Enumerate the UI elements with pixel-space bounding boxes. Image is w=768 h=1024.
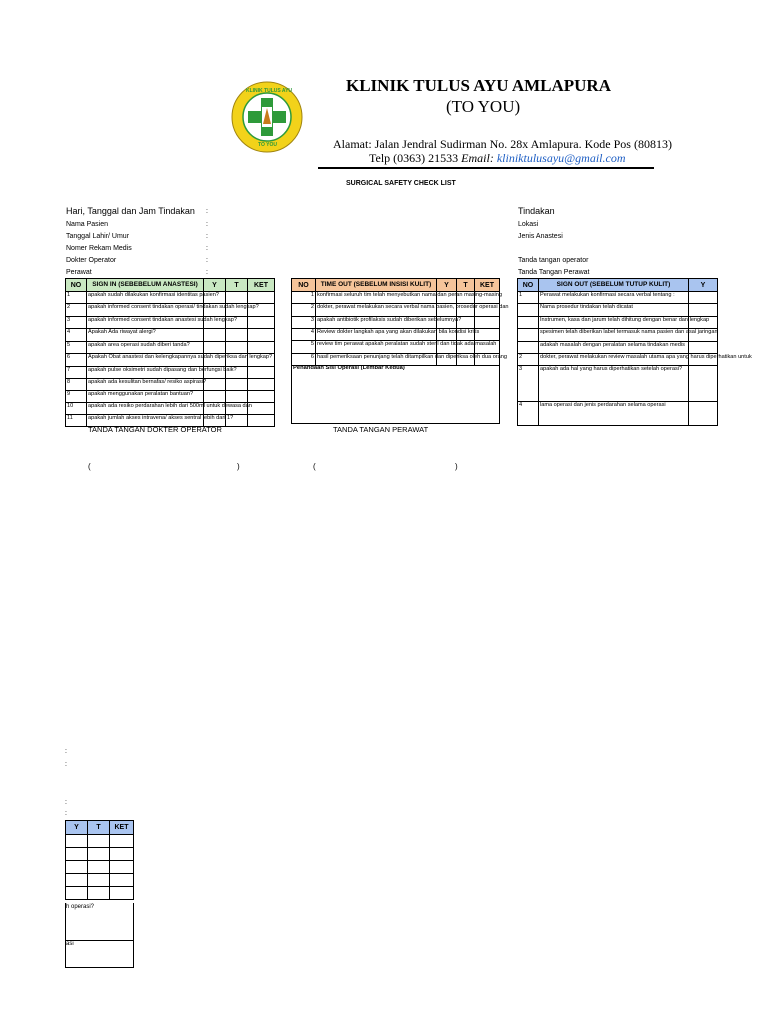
table-row <box>518 329 718 342</box>
ket-cell[interactable] <box>248 329 275 342</box>
row-number: 2 <box>66 304 87 317</box>
table-row <box>66 292 275 304</box>
row-number: 3 <box>66 317 87 329</box>
table-row <box>66 391 275 403</box>
row-number: 3 <box>292 317 316 329</box>
table-row <box>66 354 275 367</box>
ket-cell[interactable] <box>248 379 275 391</box>
ket-cell[interactable] <box>248 367 275 379</box>
logo-top-text: KLINIK TULUS AYU <box>246 88 293 94</box>
row-number: 1 <box>66 292 87 304</box>
nurse-signature-open-paren: ( <box>313 462 316 471</box>
row-question: apakah ada hal yang harus diperhatikan setelah operasi? <box>539 366 689 402</box>
row-question: apakah area operasi sudah diberi tanda? <box>87 342 204 354</box>
col-y-header: Y <box>689 279 718 292</box>
nurse-signature-close-paren: ) <box>455 462 458 471</box>
row-question: dokter, perawat melakukan secara verbal nama pasien, prosedur operasi dan <box>316 304 437 317</box>
clinic-phone: Telp (0363) 21533 <box>369 151 459 165</box>
checkbox-y[interactable] <box>689 402 718 426</box>
checkbox-y[interactable] <box>689 342 718 354</box>
checkbox-t[interactable] <box>226 292 248 304</box>
sign-in-header: SIGN IN (SEBEBELUM ANASTESI) <box>87 279 204 292</box>
clinic-contact <box>369 151 626 166</box>
field-patient-name-label: Nama Pasien <box>66 221 109 228</box>
fragment-text: h operasi? <box>66 904 95 910</box>
row-question: Instrumen, kasa dan jarum telah dihitung dengan benar dan lengkap <box>539 317 689 329</box>
row-number: 7 <box>66 367 87 379</box>
field-procedure-label: Tindakan <box>518 206 555 216</box>
row-question: Nama prosedur tindakan telah dicatat <box>539 304 689 317</box>
row-question: apakah pulse oksimetri sudah dipasang dan berfungsi baik? <box>87 367 204 379</box>
row-number <box>518 317 539 329</box>
colon: : <box>65 810 67 817</box>
ket-cell[interactable] <box>110 835 134 848</box>
checkbox-t[interactable] <box>88 835 110 848</box>
field-operator-sign-label: Tanda tangan operator <box>518 257 589 264</box>
col-y-header: Y <box>204 279 226 292</box>
row-number: 2 <box>518 354 539 366</box>
checkbox-t[interactable] <box>226 329 248 342</box>
col-ket-header: KET <box>110 821 134 835</box>
field-dob-label: Tanggal Lahir/ Umur <box>66 233 130 240</box>
checkbox-y[interactable] <box>66 835 88 848</box>
row-number: 8 <box>66 379 87 391</box>
field-anesthesia-label: Jenis Anastesi <box>518 233 563 240</box>
row-question: apakah menggunakan peralatan bantuan? <box>87 391 204 403</box>
row-question: Review dokter langkah apa yang akan dilakukan bila kondisi kritis <box>316 329 437 341</box>
table-row <box>518 402 718 426</box>
table-row <box>66 342 275 354</box>
clinic-email-link[interactable]: kliniktulusayu@gmail.com <box>496 151 626 165</box>
ket-cell[interactable] <box>110 861 134 874</box>
ket-cell[interactable] <box>248 415 275 427</box>
table-row <box>66 317 275 329</box>
ket-cell[interactable] <box>248 391 275 403</box>
checkbox-y[interactable] <box>66 874 88 887</box>
row-number <box>518 329 539 342</box>
row-question: adakah masalah dengan peralatan selama tindakan medis <box>539 342 689 354</box>
row-question: spesimen telah diberikan label termasuk nama pasien dan asal jaringan <box>539 329 689 342</box>
table-row <box>292 341 500 354</box>
col-t-header: T <box>457 279 475 292</box>
checkbox-t[interactable] <box>226 379 248 391</box>
ket-cell[interactable] <box>248 342 275 354</box>
document-title: SURGICAL SAFETY CHECK LIST <box>346 180 456 187</box>
checkbox-t[interactable] <box>88 874 110 887</box>
row-question: apakah jumlah akses intravena/ akses sentral lebih dari 1? <box>87 415 204 427</box>
table-row <box>518 292 718 304</box>
row-question: apakah ada resiko perdarahan lebih dari 500ml untuk dewasa dan <box>87 403 204 415</box>
operation-site-marking-box[interactable] <box>291 364 500 424</box>
row-question: dokter, perawat melakukan review masalah utama apa yang harus diperhatikan untuk <box>539 354 689 366</box>
col-no-header: NO <box>66 279 87 292</box>
sign-out-table <box>517 278 752 426</box>
table-row <box>292 329 500 341</box>
field-location-label: Lokasi <box>518 221 539 228</box>
table-row <box>292 317 500 329</box>
table-row <box>66 304 275 317</box>
row-number: 2 <box>292 304 316 317</box>
row-number <box>518 342 539 354</box>
sign-in-table <box>65 278 275 427</box>
sign-in-table-fragment <box>65 820 134 900</box>
checkbox-y[interactable] <box>66 861 88 874</box>
operation-site-marking-label: Penandaan Sisi Operasi (Lembar Kedua) <box>293 365 405 371</box>
colon: : <box>206 208 208 215</box>
table-row <box>292 292 500 304</box>
col-t-header: T <box>226 279 248 292</box>
row-number: 1 <box>518 292 539 304</box>
checkbox-t[interactable] <box>226 391 248 403</box>
row-question: hasil pemeriksaan penunjang telah ditampilkan dan diperiksa oleh dua orang <box>316 354 437 366</box>
field-doctor-label: Dokter Operator <box>66 257 117 264</box>
row-question: apakah informed consent tindakan anastesi sudah lengkap? <box>87 317 204 329</box>
checkbox-y[interactable] <box>66 887 88 900</box>
row-number: 9 <box>66 391 87 403</box>
row-number: 5 <box>66 342 87 354</box>
checkbox-t[interactable] <box>88 861 110 874</box>
ket-cell[interactable] <box>110 874 134 887</box>
header-divider <box>318 167 654 169</box>
row-question: review tim perawat apakah peralatan sudah steril dan tidak ada masalah <box>316 341 437 354</box>
clinic-name: KLINIK TULUS AYU AMLAPURA <box>346 76 611 95</box>
row-question: lama operasi dan jenis perdarahan selama operasi <box>539 402 689 426</box>
row-question: apakah ada kesulitan bernafas/ resiko aspirasi? <box>87 379 204 391</box>
field-nurse-label: Perawat <box>66 269 92 276</box>
row-number: 10 <box>66 403 87 415</box>
checkbox-t[interactable] <box>88 887 110 900</box>
doctor-signature-open-paren: ( <box>88 462 91 471</box>
logo-bottom-text: TO YOU <box>258 142 277 148</box>
table-row <box>66 403 275 415</box>
row-question: apakah antibiotik profilaksis sudah diberikan sebelumnya? <box>316 317 437 329</box>
ket-cell[interactable] <box>475 317 500 329</box>
ket-cell[interactable] <box>248 317 275 329</box>
checkbox-y[interactable] <box>204 391 226 403</box>
sign-out-fragment-box <box>65 903 134 941</box>
col-y-header: Y <box>437 279 457 292</box>
checkbox-y[interactable] <box>204 329 226 342</box>
col-ket-header: KET <box>248 279 275 292</box>
row-number: 1 <box>292 292 316 304</box>
table-row <box>518 366 718 402</box>
email-label: Email: <box>461 151 494 165</box>
table-row <box>292 304 500 317</box>
checkbox-y[interactable] <box>689 366 718 402</box>
clinic-address: Alamat: Jalan Jendral Sudirman No. 28x Amlapura. Kode Pos (80813) <box>333 137 672 151</box>
row-number: 4 <box>292 329 316 341</box>
row-number <box>518 304 539 317</box>
row-question: konfirmasi seluruh tim telah menyebutkan nama dan peran masing-masing <box>316 292 437 304</box>
col-ket-header: KET <box>475 279 500 292</box>
row-question: Apakah Obat anastesi dan kelengkapannya sudah diperiksa dan lengkap? <box>87 354 204 367</box>
checkbox-y[interactable] <box>689 304 718 317</box>
checkbox-y[interactable] <box>66 848 88 861</box>
row-number: 4 <box>518 402 539 426</box>
row-question: apakah informed consent tindakan operasi/ tindakan sudah lengkap? <box>87 304 204 317</box>
row-number: 6 <box>292 354 316 366</box>
colon: : <box>65 799 67 806</box>
table-row <box>518 317 718 329</box>
field-date-label: Hari, Tanggal dan Jam Tindakan <box>66 206 195 216</box>
colon: : <box>65 761 67 768</box>
colon: : <box>206 269 208 276</box>
row-question: Apakah Ada riwayat alergi? <box>87 329 204 342</box>
table-row <box>518 304 718 317</box>
col-t-header: T <box>88 821 110 835</box>
nurse-signature-label: TANDA TANGAN PERAWAT <box>333 425 429 434</box>
ket-cell[interactable] <box>110 887 134 900</box>
colon: : <box>65 748 67 755</box>
doctor-signature-close-paren: ) <box>237 462 240 471</box>
col-y-header: Y <box>66 821 88 835</box>
row-number: 4 <box>66 329 87 342</box>
table-row <box>66 379 275 391</box>
sign-out-fragment-box <box>65 940 134 968</box>
row-number: 6 <box>66 354 87 367</box>
ket-cell[interactable] <box>248 292 275 304</box>
row-question: Perawat melakukan konfirmasi secara verbal tentang : <box>539 292 689 304</box>
table-row <box>518 342 718 354</box>
field-nurse-sign-label: Tanda Tangan Perawat <box>518 269 590 276</box>
time-out-table <box>291 278 509 366</box>
colon: : <box>206 233 208 240</box>
fragment-text: asi <box>66 941 74 947</box>
field-record-label: Nomer Rekam Medis <box>66 245 132 252</box>
checkbox-y[interactable] <box>204 379 226 391</box>
row-number: 3 <box>518 366 539 402</box>
sign-out-header: SIGN OUT (SEBELUM TUTUP KULIT) <box>539 279 689 292</box>
time-out-header: TIME OUT (SEBELUM INSISI KULIT) <box>316 279 437 292</box>
checkbox-t[interactable] <box>88 848 110 861</box>
row-question: apakah sudah dilakukan konfirmasi identitas pasien? <box>87 292 204 304</box>
colon: : <box>206 221 208 228</box>
checkbox-y[interactable] <box>689 292 718 304</box>
col-no-header: NO <box>292 279 316 292</box>
sign-out-table-viewport <box>517 278 768 424</box>
doctor-signature-label: TANDA TANGAN DOKTER OPERATOR <box>88 425 222 434</box>
table-row <box>66 329 275 342</box>
checkbox-y[interactable] <box>204 342 226 354</box>
table-row <box>518 354 718 366</box>
table-row <box>66 367 275 379</box>
colon: : <box>206 245 208 252</box>
row-number: 5 <box>292 341 316 354</box>
col-no-header: NO <box>518 279 539 292</box>
row-number: 11 <box>66 415 87 427</box>
clinic-subtitle: (TO YOU) <box>446 97 521 116</box>
colon: : <box>206 257 208 264</box>
ket-cell[interactable] <box>110 848 134 861</box>
checkbox-t[interactable] <box>226 342 248 354</box>
